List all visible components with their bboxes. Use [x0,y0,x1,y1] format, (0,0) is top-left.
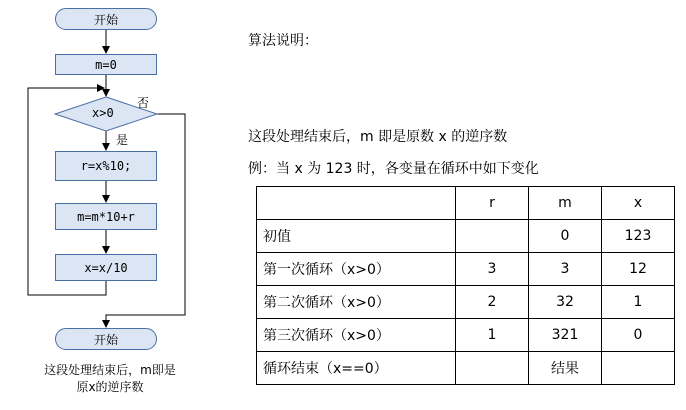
flowchart-caption [20,362,200,396]
accumulate-step [55,203,157,230]
table-header-row [257,187,675,220]
caption-line-1: 这段处理结束后，m即是 [44,363,176,377]
divide-step [55,254,157,281]
row-label: 第一次循环（x>0） [257,253,456,286]
table-cell: 1 [456,319,529,352]
init-step-label: m=0 [95,57,117,72]
table-header-cell: x [602,187,675,220]
table-cell: 0 [529,220,602,253]
table-row [257,352,675,385]
table-header-cell: m [529,187,602,220]
remainder-step-label: r=x%10; [80,159,132,173]
table-cell: 123 [602,220,675,253]
end-label: 开始 [93,332,118,347]
explanation-title: 算法说明： [248,33,318,49]
table-cell [456,352,529,385]
no-label: 否 [137,96,150,110]
table-cell: 2 [456,286,529,319]
remainder-step [55,151,157,181]
table-cell [602,352,675,385]
divide-step-label: x=x/10 [84,260,128,275]
table-cell: 3 [456,253,529,286]
table-header-cell: r [456,187,529,220]
table-cell: 3 [529,253,602,286]
table-row [257,286,675,319]
table-row [257,319,675,352]
row-label: 第三次循环（x>0） [257,319,456,352]
row-label: 初值 [257,220,456,253]
accumulate-step-label: m=m*10+r [77,209,135,224]
table-cell [456,220,529,253]
condition-text: x>0 [92,106,114,120]
table-cell: 1 [602,286,675,319]
table-cell: 321 [529,319,602,352]
table-header-cell [257,187,456,220]
start-terminal [55,8,157,30]
variable-trace-table [256,186,675,385]
table-cell: 12 [602,253,675,286]
caption-line-2: 原x的逆序数 [76,380,144,394]
explanation-line-2: 例：当 x 为 123 时，各变量在循环中如下变化 [248,161,539,177]
explanation-line-1: 这段处理结束后，m 即是原数 x 的逆序数 [248,129,508,145]
table-row [257,220,675,253]
table-cell: 0 [602,319,675,352]
table-cell: 32 [529,286,602,319]
yes-label: 是 [116,133,129,147]
end-terminal [55,328,157,350]
start-label: 开始 [93,12,118,27]
row-label: 第二次循环（x>0） [257,286,456,319]
init-step [55,54,157,75]
row-label: 循环结束（x==0） [257,352,456,385]
table-row [257,253,675,286]
condition-label [92,106,114,120]
table-cell: 结果 [529,352,602,385]
